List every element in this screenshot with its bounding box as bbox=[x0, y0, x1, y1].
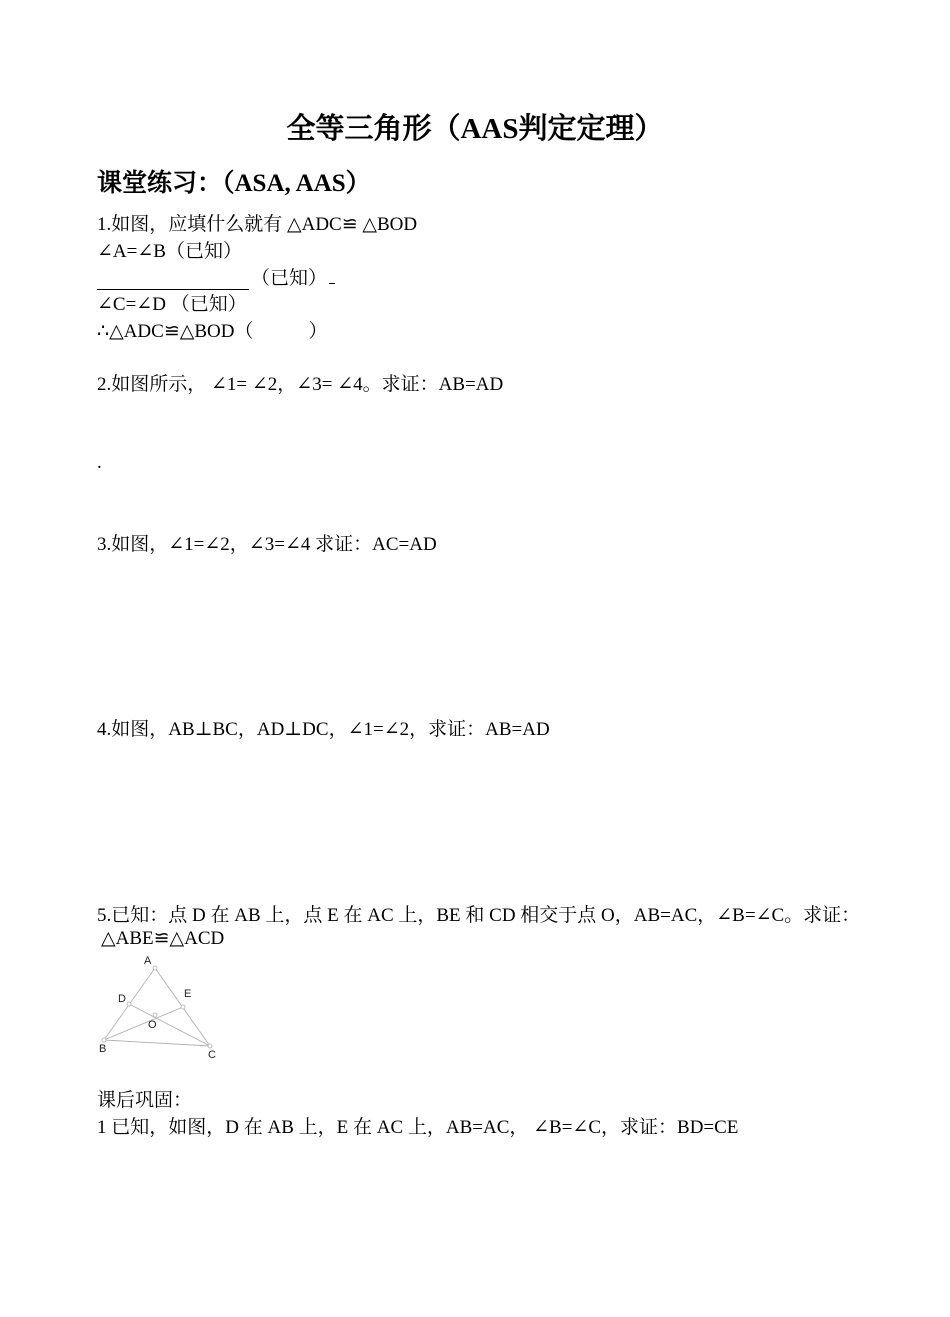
q2-dot: . bbox=[97, 452, 102, 473]
q1-line2 bbox=[97, 263, 335, 290]
homework-q1: 1 已知，如图，D 在 AB 上，E 在 AC 上，AB=AC， ∠B=∠C，求证：BD=CE bbox=[97, 1117, 739, 1138]
q5-stem2: △ABE≌△ACD bbox=[101, 928, 225, 949]
q4-stem: 4.如图，AB⊥BC，AD⊥DC，∠1=∠2，求证：AB=AD bbox=[97, 719, 550, 740]
segment-bc bbox=[104, 1040, 210, 1046]
q1-line3: ∠C=∠D （已知） bbox=[97, 294, 247, 315]
section-heading: 课堂练习：（ASA, AAS） bbox=[97, 170, 371, 197]
q1-stem: 1.如图，应填什么就有 △ADC≌ △BOD bbox=[97, 214, 418, 235]
point-a bbox=[153, 966, 157, 970]
q2-stem: 2.如图所示， ∠1= ∠2，∠3= ∠4。求证：AB=AD bbox=[97, 374, 504, 395]
small-underline-mark bbox=[329, 269, 335, 284]
label-d: D bbox=[118, 993, 126, 1005]
q1-line4-suffix: ） bbox=[308, 321, 328, 342]
q3-stem: 3.如图，∠1=∠2，∠3=∠4 求证：AC=AD bbox=[97, 534, 437, 555]
label-e: E bbox=[184, 988, 192, 1000]
segment-cd bbox=[129, 1004, 210, 1046]
point-c bbox=[208, 1044, 212, 1048]
q1-line1: ∠A=∠B（已知） bbox=[97, 241, 242, 262]
q1-line4 bbox=[97, 316, 327, 343]
q5-stem: 5.已知：点 D 在 AB 上，点 E 在 AC 上，BE 和 CD 相交于点 O，AB=AC，∠B=∠C。求证： bbox=[97, 905, 861, 926]
page-title: 全等三角形（AAS判定定理） bbox=[286, 113, 664, 145]
point-e bbox=[181, 1005, 185, 1009]
fill-in-blank bbox=[97, 271, 249, 290]
point-o bbox=[153, 1013, 157, 1017]
label-o: O bbox=[148, 1019, 157, 1031]
point-b bbox=[102, 1038, 106, 1042]
label-a: A bbox=[144, 955, 152, 967]
label-b: B bbox=[99, 1043, 107, 1055]
label-c: C bbox=[208, 1049, 216, 1061]
point-d bbox=[127, 1002, 131, 1006]
q1-line4-prefix: ∴△ADC≌△BOD（ bbox=[97, 321, 254, 342]
triangle-figure bbox=[93, 952, 233, 1067]
homework-heading: 课后巩固： bbox=[97, 1090, 193, 1111]
q1-line2-suffix: （已知） bbox=[251, 268, 328, 289]
